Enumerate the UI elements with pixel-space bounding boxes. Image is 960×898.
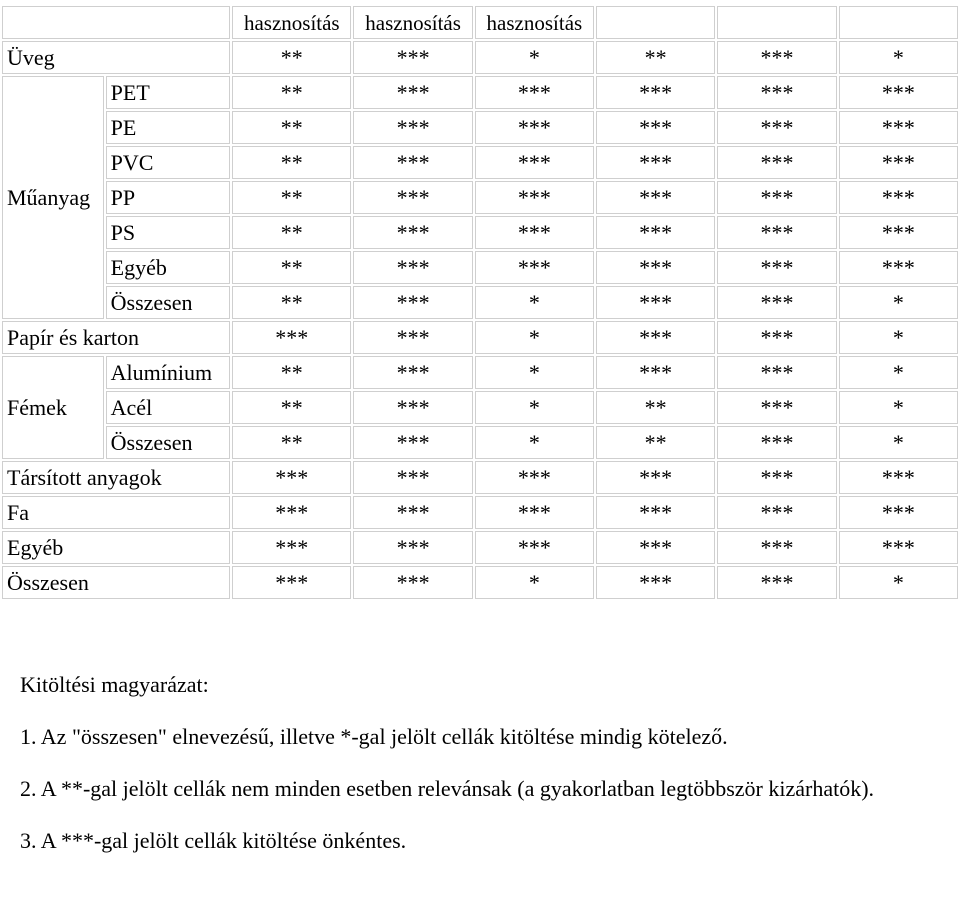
rating-cell: ** [232,251,351,284]
rating-cell: *** [353,251,472,284]
rating-cell: *** [475,111,594,144]
rating-cell: * [475,391,594,424]
rating-cell: *** [717,566,836,599]
rating-cell: ** [232,181,351,214]
rating-cell: *** [475,76,594,109]
rating-cell: *** [353,76,472,109]
rating-cell: *** [596,216,715,249]
rating-cell: * [475,286,594,319]
row-group-label: Egyéb [2,531,230,564]
table-row [2,531,958,564]
rating-cell: *** [839,216,958,249]
row-group-label: Társított anyagok [2,461,230,494]
table-row [2,321,958,354]
rating-cell: *** [839,76,958,109]
rating-cell: *** [717,251,836,284]
rating-cell: *** [596,251,715,284]
rating-cell: ** [232,41,351,74]
rating-cell: *** [717,461,836,494]
note-1: 1. Az "összesen" elnevezésű, illetve *-gal jelölt cellák kitöltése mindig kötelező. [20,724,728,749]
rating-cell: *** [353,41,472,74]
rating-cell: *** [596,76,715,109]
rating-cell: * [839,356,958,389]
header-row [2,6,958,39]
rating-cell: *** [353,566,472,599]
row-sub-label: Összesen [106,426,230,459]
rating-cell: *** [353,146,472,179]
table-row [2,461,958,494]
table-row [2,146,958,179]
rating-cell: * [475,41,594,74]
rating-cell: * [839,41,958,74]
rating-cell: *** [717,76,836,109]
table-row [2,76,958,109]
header-cell: hasznosítás [232,6,351,39]
rating-cell: * [839,286,958,319]
rating-cell: *** [839,111,958,144]
row-group-label: Fémek [2,356,104,459]
rating-cell: ** [232,146,351,179]
row-group-label: Papír és karton [2,321,230,354]
header-corner [2,6,230,39]
rating-cell: ** [232,356,351,389]
row-sub-label: Egyéb [106,251,230,284]
table-row [2,111,958,144]
table-body [2,6,958,599]
rating-cell: *** [475,216,594,249]
table-row [2,391,958,424]
notes-title: Kitöltési magyarázat: [20,672,209,697]
header-cell [717,6,836,39]
table-row [2,496,958,529]
row-sub-label: Acél [106,391,230,424]
rating-cell: *** [232,461,351,494]
rating-cell: *** [717,146,836,179]
rating-cell: ** [232,111,351,144]
row-sub-label: PP [106,181,230,214]
rating-cell: *** [596,321,715,354]
rating-cell: *** [839,146,958,179]
rating-cell: *** [353,531,472,564]
row-group-label: Üveg [2,41,230,74]
rating-cell: *** [596,111,715,144]
table-row [2,216,958,249]
row-group-label: Műanyag [2,76,104,319]
rating-cell: ** [232,76,351,109]
rating-cell: *** [717,111,836,144]
rating-cell: *** [717,181,836,214]
row-sub-label: PE [106,111,230,144]
rating-cell: *** [232,566,351,599]
header-cell: hasznosítás [475,6,594,39]
rating-cell: *** [717,496,836,529]
rating-cell: *** [353,216,472,249]
rating-cell: * [839,391,958,424]
rating-cell: ** [232,286,351,319]
header-cell: hasznosítás [353,6,472,39]
rating-cell: *** [717,531,836,564]
rating-cell: *** [717,391,836,424]
row-sub-label: PS [106,216,230,249]
rating-cell: * [839,426,958,459]
rating-cell: *** [596,356,715,389]
rating-cell: *** [475,461,594,494]
rating-cell: ** [596,41,715,74]
notes-section [20,672,940,854]
rating-cell: ** [596,426,715,459]
rating-cell: *** [596,146,715,179]
row-group-label: Fa [2,496,230,529]
rating-cell: *** [232,496,351,529]
rating-cell: *** [232,321,351,354]
rating-cell: *** [839,496,958,529]
rating-cell: *** [353,286,472,319]
header-cell [596,6,715,39]
rating-cell: *** [717,41,836,74]
table-row [2,181,958,214]
rating-cell: *** [475,181,594,214]
rating-cell: *** [596,496,715,529]
rating-cell: *** [353,111,472,144]
rating-cell: *** [839,251,958,284]
rating-cell: *** [839,181,958,214]
table-row [2,566,958,599]
table-row [2,286,958,319]
rating-cell: *** [596,531,715,564]
note-3: 3. A ***-gal jelölt cellák kitöltése önkéntes. [20,828,407,853]
rating-cell: *** [353,181,472,214]
rating-cell: ** [232,216,351,249]
rating-cell: * [475,426,594,459]
rating-cell: ** [232,391,351,424]
rating-cell: *** [717,216,836,249]
row-sub-label: Összesen [106,286,230,319]
recycling-table [0,4,960,601]
rating-cell: * [475,566,594,599]
row-sub-label: Alumínium [106,356,230,389]
rating-cell: *** [596,461,715,494]
rating-cell: * [475,321,594,354]
rating-cell: ** [232,426,351,459]
rating-cell: *** [353,391,472,424]
header-cell [839,6,958,39]
table-row [2,41,958,74]
rating-cell: *** [353,356,472,389]
rating-cell: *** [596,181,715,214]
note-2: 2. A **-gal jelölt cellák nem minden esetben relevánsak (a gyakorlatban legtöbbször kizárhatók). [20,776,875,801]
rating-cell: *** [353,426,472,459]
rating-cell: *** [353,461,472,494]
rating-cell: * [839,321,958,354]
rating-cell: *** [596,286,715,319]
rating-cell: *** [596,566,715,599]
rating-cell: *** [475,531,594,564]
table-row [2,356,958,389]
rating-cell: *** [232,531,351,564]
rating-cell: *** [353,496,472,529]
row-group-label: Összesen [2,566,230,599]
table-row [2,251,958,284]
row-sub-label: PVC [106,146,230,179]
rating-cell: *** [717,286,836,319]
rating-cell: *** [475,146,594,179]
table-row [2,426,958,459]
rating-cell: * [839,566,958,599]
rating-cell: *** [839,461,958,494]
rating-cell: ** [596,391,715,424]
rating-cell: *** [717,356,836,389]
rating-cell: * [475,356,594,389]
row-sub-label: PET [106,76,230,109]
rating-cell: *** [717,426,836,459]
rating-cell: *** [475,496,594,529]
rating-cell: *** [839,531,958,564]
rating-cell: *** [353,321,472,354]
rating-cell: *** [475,251,594,284]
rating-cell: *** [717,321,836,354]
